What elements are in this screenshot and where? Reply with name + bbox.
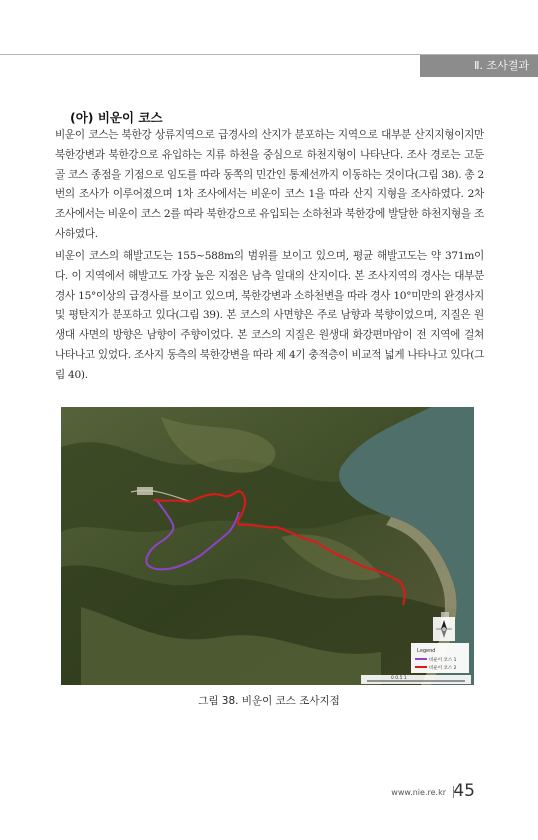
legend-item-course-2: 비운이 코스 2 <box>429 666 457 671</box>
section-title: (아) 비운이 코스 <box>70 110 163 125</box>
page-number: 45 <box>453 781 475 801</box>
legend-title: Legend <box>417 648 436 654</box>
north-arrow-icon <box>433 617 455 641</box>
map-legend <box>411 643 469 673</box>
satellite-map-figure <box>61 407 474 685</box>
paragraph-1: 비운이 코스는 북한강 상류지역으로 급경사의 산지가 분포하는 지역으로 대부분 산지지형이지만 북한강변과 북한강으로 유입하는 지류 하천을 중심으로 하천지형이 나타난다. 조사 경로는 고둔골 코스 종점을 기점으로 임도를 따라 동쪽의 민간인 통제선까지 이동하는 것이다(그림 38). 총 2번의 조사가 이루어졌으며 1차 조사에서는 비운이 코스 1을 따라 산지 지형을 조사하였다. 2차 조사에서는 비운이 코스 2를 따라 북한강으로 유입되는 소하천과 북한강에 발달한 하천지형을 조사하였다. <box>55 129 484 240</box>
footer-url[interactable]: www.nie.re.kr <box>391 788 446 797</box>
scale-label: 0 0.5 1 <box>391 676 407 681</box>
figure-caption: 그림 38. 비운이 코스 조사지점 <box>198 695 340 707</box>
scale-bar <box>361 675 471 684</box>
settlement <box>137 487 153 495</box>
chapter-tab: Ⅱ. 조사결과 <box>420 55 538 77</box>
map-svg <box>61 407 474 685</box>
legend-item-course-1: 비운이 코스 1 <box>429 658 457 663</box>
paragraph-2: 비운이 코스의 해발고도는 155~588m의 범위를 보이고 있으며, 평균 해발고도는 약 371m이다. 이 지역에서 해발고도 가장 높은 지점은 남측 일대의 산지이다. 본 조사지역의 경사는 대부분 경사 15°이상의 급경사를 보이고 있으며, 북한강변과 소하천변을 따라 경사 10°미만의 완경사지 및 평탄지가 분포하고 있다(그림 39). 본 코스의 사면향은 주로 남향과 북향이었으며, 지질은 원생대 사면의 방향은 남향이 주향이었다. 본 코스의 지질은 원생대 화강편마암이 전 지역에 걸쳐 나타나고 있었다. 조사지 동측의 북한강변을 따라 제 4기 충적층이 비교적 넓게 나타나고 있다(그림 40). <box>55 250 484 381</box>
